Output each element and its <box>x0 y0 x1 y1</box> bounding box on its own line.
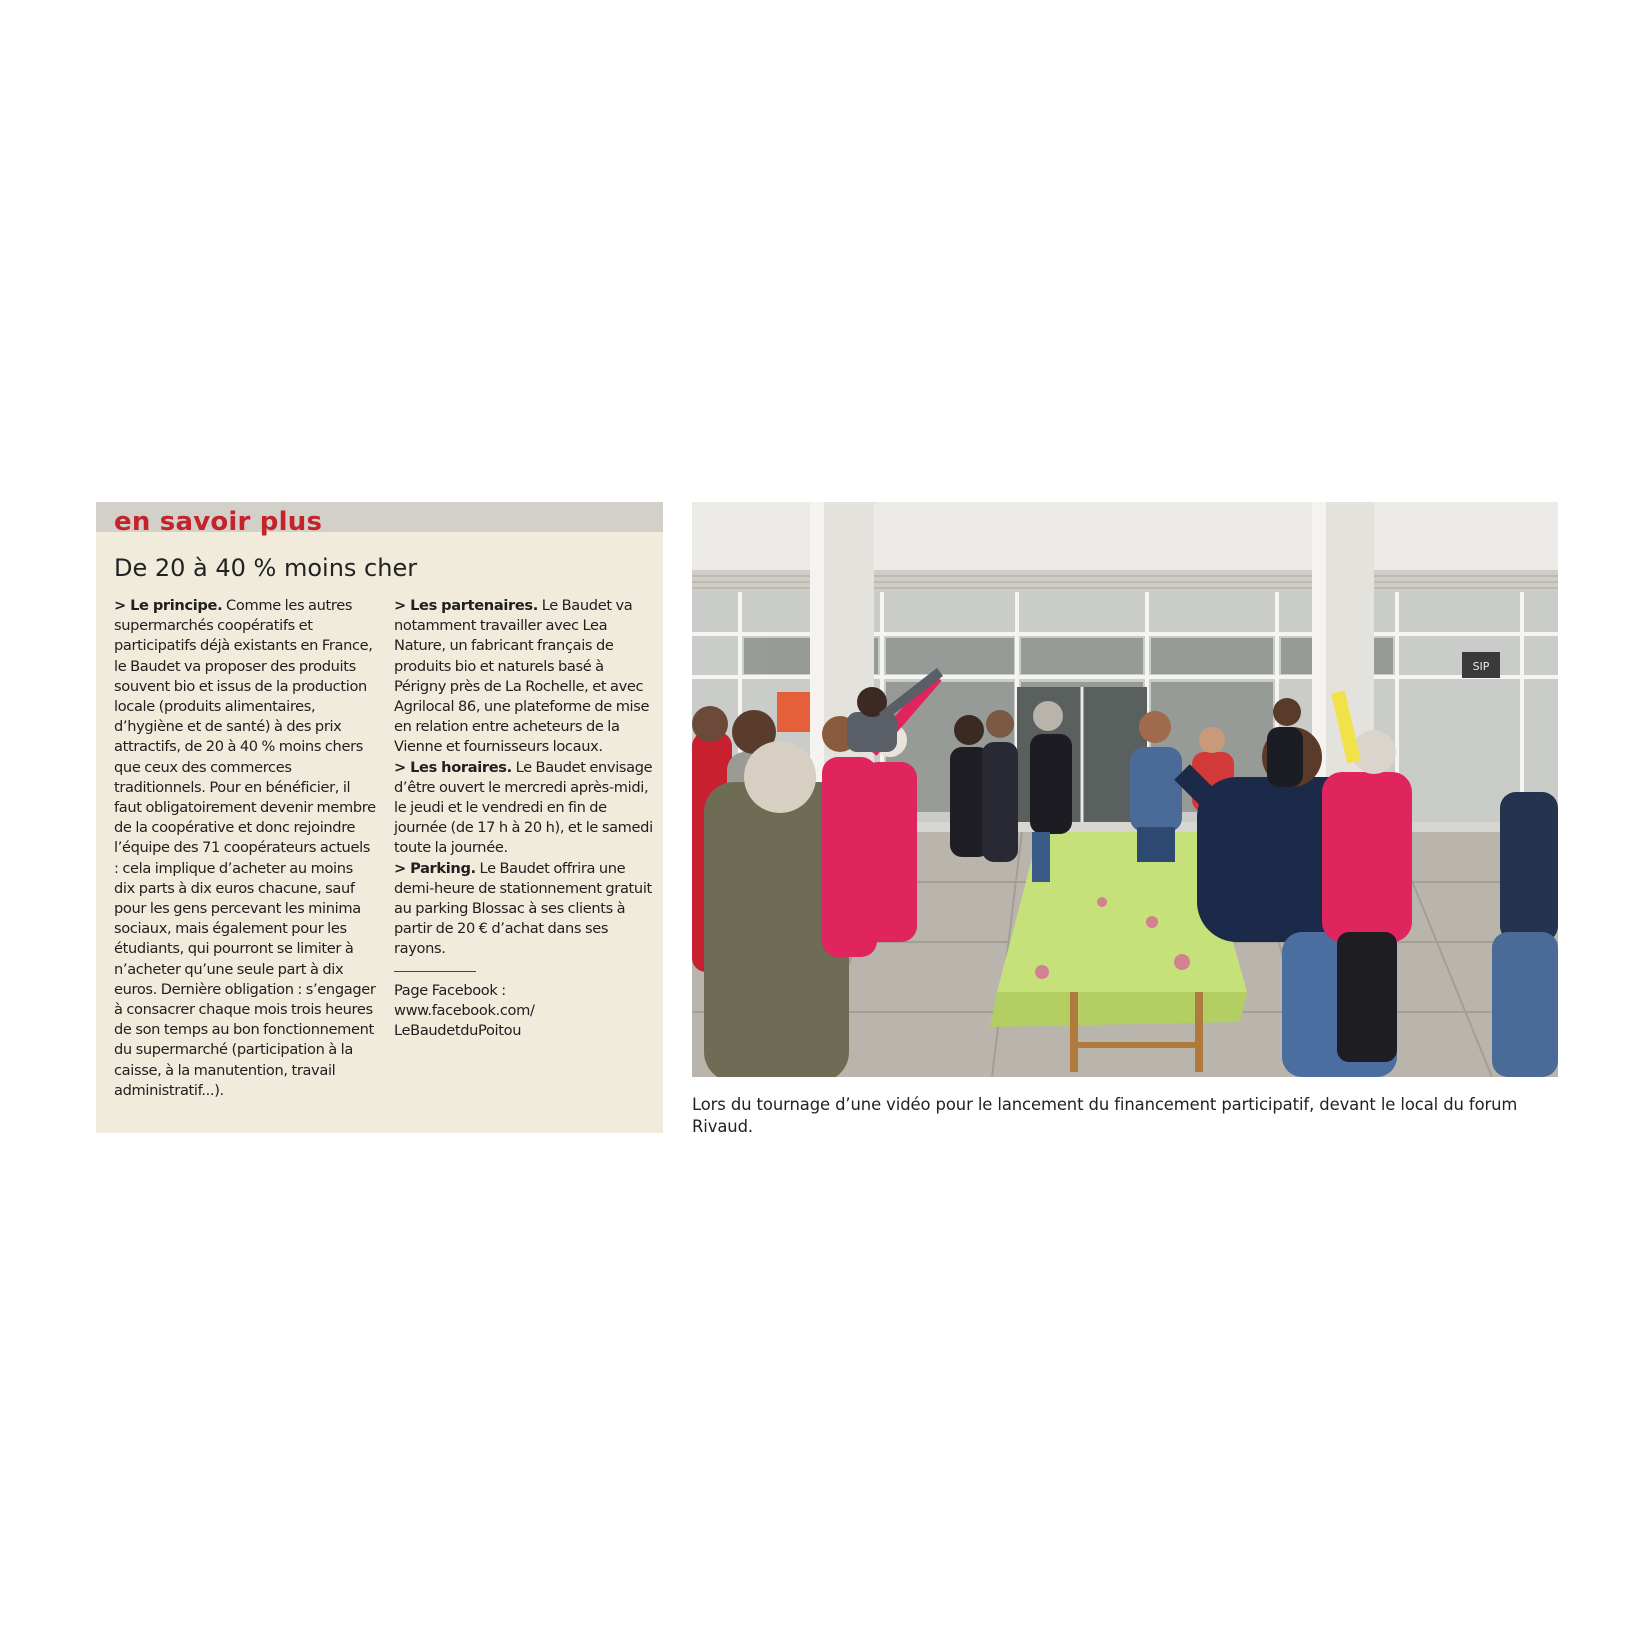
kicker: en savoir plus <box>114 507 323 537</box>
facebook-block <box>394 981 656 1042</box>
photo-illustration <box>692 502 1558 1077</box>
facebook-label: Page Facebook : <box>394 981 506 999</box>
photo-caption: Lors du tournage d’une vidéo pour le lancement du financement participatif, devant le local du forum Rivaud. <box>692 1095 1518 1136</box>
section-lead: > Le principe. <box>114 597 223 614</box>
text-column-right <box>394 596 656 1041</box>
text-column-left <box>114 596 376 1101</box>
section-partenaires <box>394 596 656 758</box>
section-text: Le Baudet offrira une demi-heure de stationnement gratuit au parking Blossac à ses clients à partir de 20 € d’achat dans ses rayons. <box>394 859 652 958</box>
section-lead: > Parking. <box>394 859 476 877</box>
section-parking <box>394 859 656 960</box>
section-lead: > Les partenaires. <box>394 597 538 614</box>
section-horaires <box>394 758 656 859</box>
divider <box>394 971 476 972</box>
photo <box>692 502 1558 1077</box>
info-box <box>96 502 663 1133</box>
facebook-url: www.facebook.com/ <box>394 1001 535 1019</box>
info-box-header <box>96 502 663 537</box>
sign-text: SIP <box>1472 660 1490 673</box>
section-text: Le Baudet envisage d’être ouvert le mercredi après-midi, le jeudi et le vendredi en fin de journée (de 17 h à 20 h), et le samedi toute la journée. <box>394 758 653 857</box>
section-lead: > Les horaires. <box>394 758 512 776</box>
box-title: De 20 à 40 % moins cher <box>114 554 418 582</box>
section-principe <box>114 596 376 1101</box>
section-text: Comme les autres supermarchés coopératifs et participatifs déjà existants en France, le Baudet va proposer des produits souvent bio et issus de la production locale (produits alimentaires, d’hygiène et de santé) à des prix attractifs, de 20 à 40 % moins chers que ceux des commerces traditionnels. Pour en bénéficier, il faut obligatoirement devenir membre de la coopérative et donc rejoindre l’équipe des 71 coopérateurs actuels : cela implique d’acheter au moins dix parts à dix euros chacune, sauf pour les gens percevant les minima sociaux, mais également pour les étudiants, qui pourront se limiter à n’acheter qu’une seule part à dix euros. Dernière obligation : s’engager à consacrer chaque mois trois heures de son temps au bon fonctionnement du supermarché (participation à la caisse, à la manutention, travail administratif...). <box>114 597 376 1099</box>
facebook-url-continued: LeBaudetduPoitou <box>394 1022 522 1040</box>
section-text: Le Baudet va notamment travailler avec Lea Nature, un fabricant français de produits bio et naturels basé à Périgny près de La Rochelle, et avec Agrilocal 86, une plateforme de mise en relation entre acheteurs de la Vienne et fournisseurs locaux. <box>394 597 650 756</box>
